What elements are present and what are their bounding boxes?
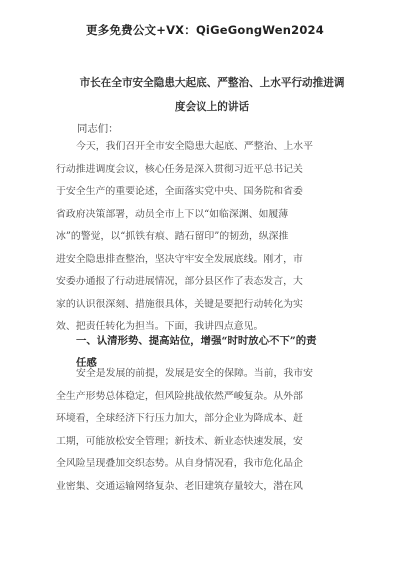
paragraph-intro: [56, 136, 356, 339]
paragraph-line: 环境看，全球经济下行压力加大，部分企业为降成本、赶: [56, 413, 303, 424]
title-line-1: 市长在全市安全隐患大起底、严整治、上水平行动推进调: [79, 77, 345, 89]
paragraph-line: 安全是发展的前提，发展是安全的保障。当前，我市安: [76, 368, 314, 379]
paragraph-line: 业密集、交通运输网络复杂、老旧建筑存量较大，潜在风: [56, 480, 303, 492]
paragraph-line: 冰”的警觉，以“抓铁有痕、踏石留印”的韧劲，纵深推: [56, 231, 289, 242]
paragraph-section-1: [56, 363, 356, 498]
watermark-text: 更多免费公文+VX：QiGeGongWen2024: [86, 23, 324, 37]
paragraph-line: 全生产形势总体稳定，但风险挑战依然严峻复杂。从外部: [56, 390, 303, 402]
paragraph-line: 行动推进调度会议，核心任务是深入贯彻习近平总书记关: [56, 163, 303, 175]
paragraph-line: 省政府决策部署，动员全市上下以“如临深渊、如履薄: [56, 208, 289, 220]
heading-line-2: 任感: [76, 357, 97, 369]
paragraph-line: 于安全生产的重要论述，全面落实党中央、国务院和省委: [56, 186, 303, 197]
document-title: [64, 71, 360, 119]
paragraph-line: 效、把责任转化为担当。下面，我讲四点意见。: [56, 321, 264, 332]
paragraph-line: 全风险呈现叠加交织态势。从自身情况看，我市危化品企: [56, 458, 303, 469]
paragraph-line: 今天，我们召开全市安全隐患大起底、严整治、上水平: [76, 141, 314, 152]
paragraph-line: 安委办通报了行动进展情况，部分县区作了表态发言，大: [56, 276, 303, 287]
paragraph-line: 工期，可能放松安全管理；新技术、新业态快速发展，安: [56, 435, 303, 447]
paragraph-line: 进安全隐患排查整治，坚决守牢安全发展底线。刚才，市: [56, 253, 303, 265]
paragraph-line: 家的认识很深刻、措施很具体，关键是要把行动转化为实: [56, 298, 303, 310]
salutation: 同志们：: [77, 123, 119, 135]
heading-line-1: 一、认清形势、提高站位，增强“时时放心不下”的责: [76, 335, 317, 347]
title-line-2: 度会议上的讲话: [174, 101, 250, 113]
